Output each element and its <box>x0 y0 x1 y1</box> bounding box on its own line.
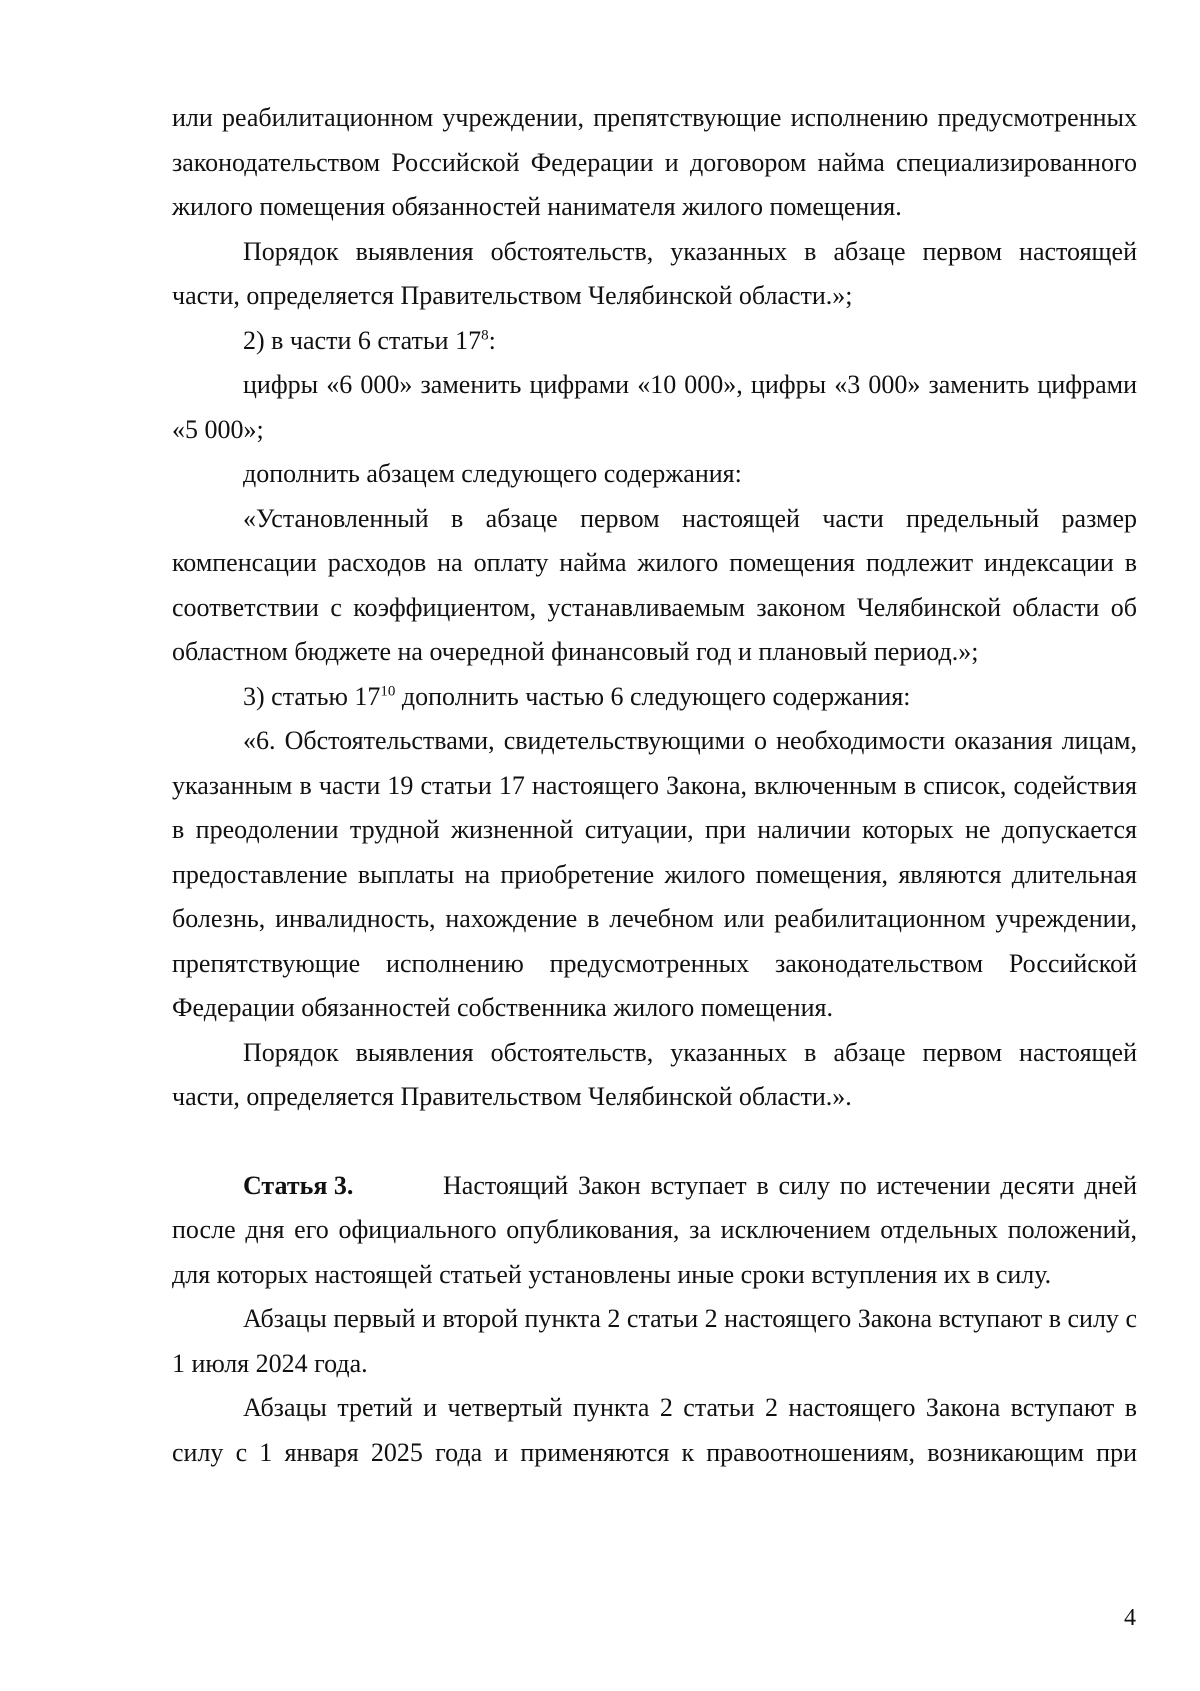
paragraph-effective-january: Абзацы третий и четвертый пункта 2 статьи 2 настоящего Закона вступают в силу с 1 января 2025 года и применяются к правоотношениям, возникающим при <box>172 1393 1137 1467</box>
item-3-text: 3) статью 17 <box>243 681 381 711</box>
article-3-text: Настоящий Закон вступает в силу по истечении десяти дней после дня его официального опубликования, за исключением отдельных положений, для которых настоящей статьей установлены иные сроки вступления их в силу. <box>172 1170 1137 1289</box>
paragraph-indexation: «Установленный в абзаце первом настоящей части предельный размер компенсации расходов на оплату найма жилого помещения подлежит индексации в соответствии с коэффициентом, устанавливаемым законом Челябинской области об областном бюджете на очередной финансовый год и плановый период.»; <box>172 503 1137 666</box>
paragraph-numbers-replacement: цифры «6 000» заменить цифрами «10 000», цифры «3 000» заменить цифрами «5 000»; <box>172 370 1137 444</box>
paragraph-item-3 <box>172 675 1137 720</box>
paragraph-effective-july: Абзацы первый и второй пункта 2 статьи 2 настоящего Закона вступают в силу с 1 июля 2024 года. <box>172 1304 1137 1378</box>
document-body <box>172 96 1137 1475</box>
article-3-paragraph <box>172 1164 1137 1298</box>
article-3-label: Статья 3. <box>243 1170 354 1200</box>
paragraph-continuation: или реабилитационном учреждении, препятствующие исполнению предусмотренных законодательством Российской Федерации и договором найма специализированного жилого помещения обязанностей нанимателя жилого помещения. <box>172 103 1137 221</box>
item-3-rest: дополнить частью 6 следующего содержания: <box>395 681 911 711</box>
paragraph-procedure-2: Порядок выявления обстоятельств, указанных в абзаце первом настоящей части, определяется Правительством Челябинской области.». <box>172 1037 1137 1111</box>
paragraph-procedure-1: Порядок выявления обстоятельств, указанных в абзаце первом настоящей части, определяется Правительством Челябинской области.»; <box>172 236 1137 310</box>
item-2-text: 2) в части 6 статьи 17 <box>243 325 482 355</box>
paragraph-supplement: дополнить абзацем следующего содержания: <box>243 459 742 488</box>
item-2-superscript: 8 <box>481 326 489 343</box>
item-3-superscript: 10 <box>380 682 396 699</box>
page-number: 4 <box>1124 1605 1136 1631</box>
item-2-colon: : <box>488 325 496 355</box>
paragraph-circumstances: «6. Обстоятельствами, свидетельствующими о необходимости оказания лицам, указанным в части 19 статьи 17 настоящего Закона, включенным в список, содействия в преодолении трудной жизненной ситуации, при наличии которых не допускается предоставление выплаты на приобретение жилого помещения, являются длительная болезнь, инвалидность, нахождение в лечебном или реабилитационном учреждении, препятствующие исполнению предусмотренных законодательством Российской Федерации обязанностей собственника жилого помещения. <box>172 726 1137 1022</box>
paragraph-item-2 <box>172 319 1137 364</box>
